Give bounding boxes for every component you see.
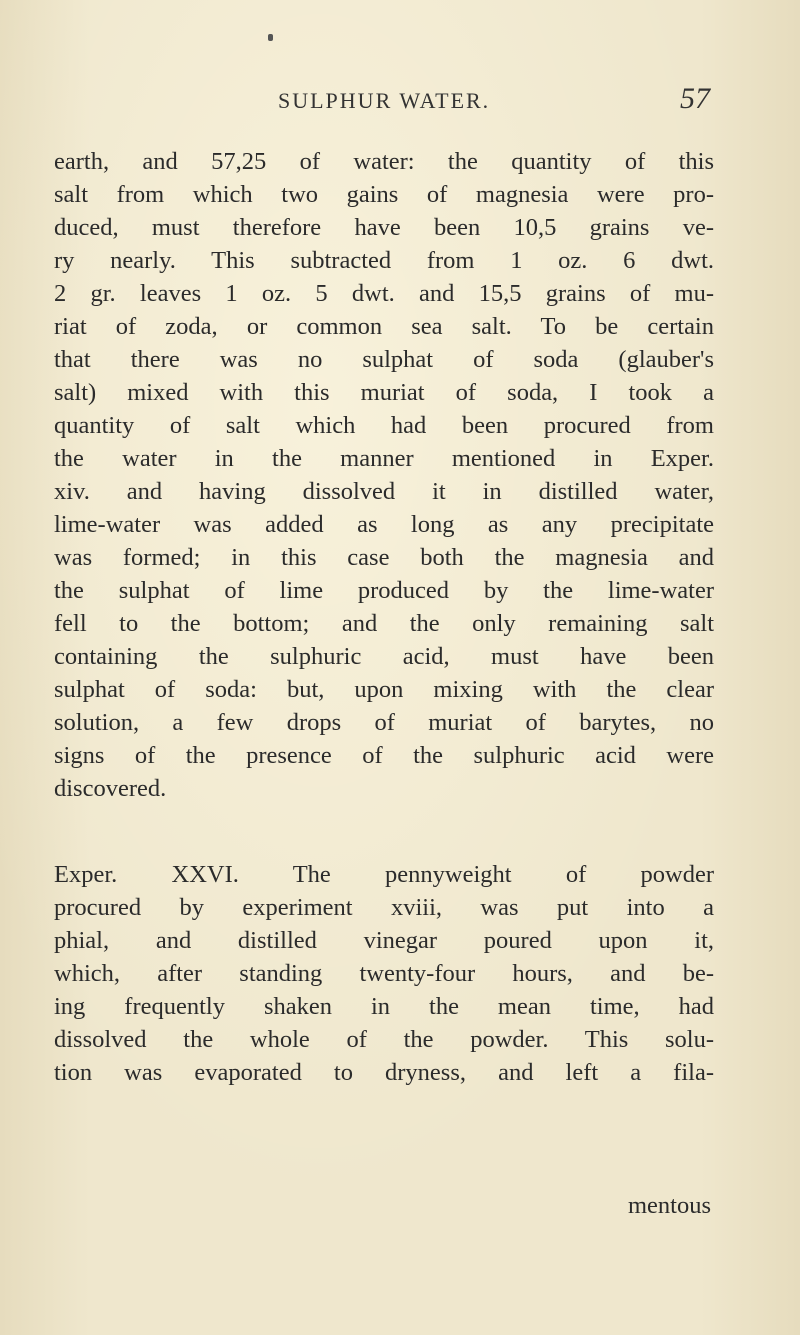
running-head: SULPHUR WATER. bbox=[278, 88, 491, 113]
text-line: riat of zoda, or common sea salt. To be certain bbox=[54, 313, 714, 340]
text-line: that there was no sulphat of soda (glauber's bbox=[54, 346, 714, 373]
text-line: tion was evaporated to dryness, and left a fila- bbox=[54, 1059, 714, 1086]
text-line: earth, and 57,25 of water: the quantity of this bbox=[54, 148, 714, 175]
text-line: which, after standing twenty-four hours, and be- bbox=[54, 960, 714, 987]
text-line: quantity of salt which had been procured from bbox=[54, 412, 714, 439]
text-line: Exper. XXVI. The pennyweight of powder bbox=[54, 861, 714, 888]
page-number: 57 bbox=[680, 82, 710, 115]
text-line: the water in the manner mentioned in Exper. bbox=[54, 445, 714, 472]
text-line: was formed; in this case both the magnesia and bbox=[54, 544, 714, 571]
text-line: 2 gr. leaves 1 oz. 5 dwt. and 15,5 grains of mu- bbox=[54, 280, 714, 307]
text-line: dissolved the whole of the powder. This solu- bbox=[54, 1026, 714, 1053]
ink-speck bbox=[268, 34, 273, 41]
text-line: xiv. and having dissolved it in distilled water, bbox=[54, 478, 714, 505]
text-line: lime-water was added as long as any precipitate bbox=[54, 511, 714, 538]
catchword: mentous bbox=[628, 1192, 712, 1219]
text-line: solution, a few drops of muriat of barytes, no bbox=[54, 709, 714, 736]
paragraph-2 bbox=[54, 858, 714, 1089]
text-line: salt) mixed with this muriat of soda, I took a bbox=[54, 379, 714, 406]
text-line: salt from which two gains of magnesia were pro- bbox=[54, 181, 714, 208]
text-line: phial, and distilled vinegar poured upon it, bbox=[54, 927, 714, 954]
text-line: sulphat of soda: but, upon mixing with the clear bbox=[54, 676, 714, 703]
text-line: ing frequently shaken in the mean time, had bbox=[54, 993, 714, 1020]
text-line: ry nearly. This subtracted from 1 oz. 6 dwt. bbox=[54, 247, 714, 274]
text-line: signs of the presence of the sulphuric acid were bbox=[54, 742, 714, 769]
text-line: discovered. bbox=[54, 775, 167, 802]
text-line: procured by experiment xviii, was put into a bbox=[54, 894, 714, 921]
paragraph-1 bbox=[54, 145, 714, 805]
text-line: the sulphat of lime produced by the lime-water bbox=[54, 577, 714, 604]
text-line: duced, must therefore have been 10,5 grains ve- bbox=[54, 214, 714, 241]
text-line: fell to the bottom; and the only remaining salt bbox=[54, 610, 714, 637]
text-line: containing the sulphuric acid, must have been bbox=[54, 643, 714, 670]
